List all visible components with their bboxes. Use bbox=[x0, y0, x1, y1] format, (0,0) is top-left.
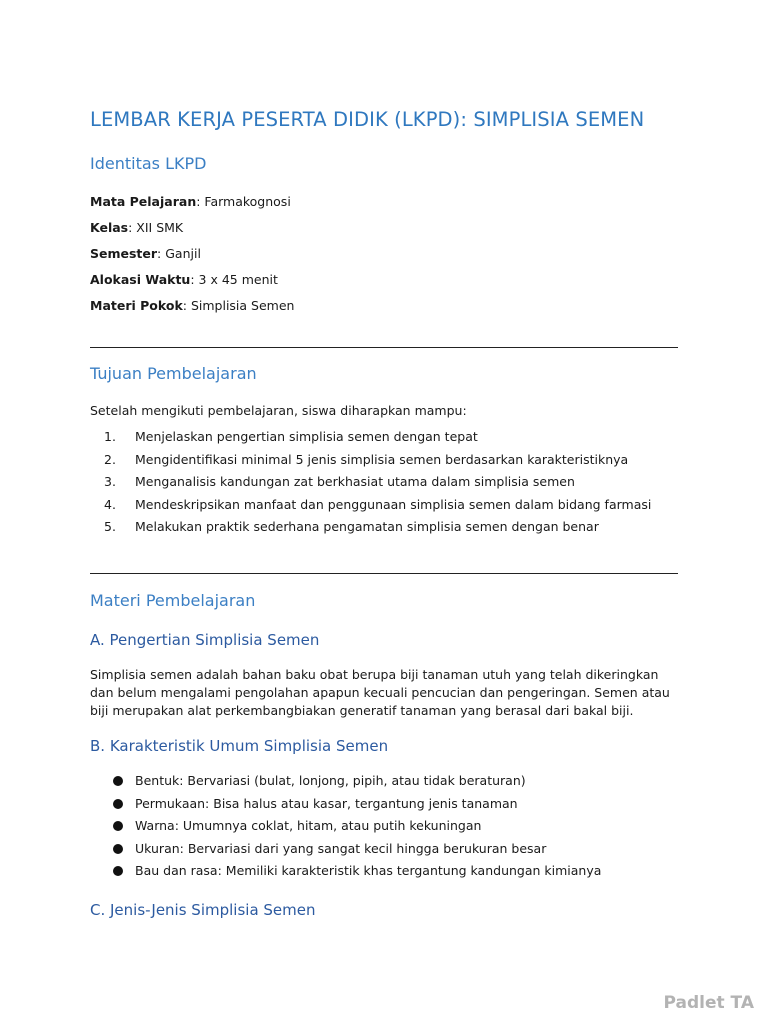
tujuan-heading: Tujuan Pembelajaran bbox=[90, 364, 257, 383]
padlet-watermark: Padlet TA bbox=[663, 993, 754, 1013]
list-text: Menjelaskan pengertian simplisia semen dengan tepat bbox=[135, 429, 478, 444]
bullet-text: Ukuran: Bervariasi dari yang sangat kecil hingga berukuran besar bbox=[135, 840, 547, 856]
identitas-label: Alokasi Waktu bbox=[90, 272, 191, 287]
list-text: Menganalisis kandungan zat berkhasiat utama dalam simplisia semen bbox=[135, 474, 575, 490]
identitas-row bbox=[90, 219, 294, 245]
tujuan-intro: Setelah mengikuti pembelajaran, siswa diharapkan mampu: bbox=[90, 403, 467, 418]
identitas-label: Materi Pokok bbox=[90, 298, 183, 313]
identitas-value: : Farmakognosi bbox=[196, 194, 291, 209]
list-number: 1. bbox=[104, 429, 116, 444]
identitas-label: Semester bbox=[90, 246, 158, 261]
materi-heading: Materi Pembelajaran bbox=[90, 591, 256, 610]
identitas-label: Kelas bbox=[90, 220, 129, 235]
section-divider bbox=[90, 347, 678, 348]
list-text: Melakukan praktik sederhana pengamatan simplisia semen dengan benar bbox=[135, 519, 599, 535]
section-divider bbox=[90, 573, 678, 574]
bullet-text: Permukaan: Bisa halus atau kasar, tergantung jenis tanaman bbox=[135, 795, 518, 811]
bullet-icon bbox=[113, 776, 123, 786]
identitas-list bbox=[90, 193, 294, 323]
list-number: 4. bbox=[104, 496, 116, 512]
subsection-b-heading: B. Karakteristik Umum Simplisia Semen bbox=[90, 737, 389, 755]
list-text: Mengidentifikasi minimal 5 jenis simplisia semen berdasarkan karakteristiknya bbox=[135, 451, 629, 467]
identitas-value: : 3 x 45 menit bbox=[190, 272, 278, 287]
bullet-text: Warna: Umumnya coklat, hitam, atau putih kekuningan bbox=[135, 818, 482, 834]
subsection-a-heading: A. Pengertian Simplisia Semen bbox=[90, 631, 320, 649]
identitas-value: : XII SMK bbox=[128, 220, 184, 235]
identitas-row bbox=[90, 193, 294, 219]
list-number: 5. bbox=[104, 519, 116, 535]
bullet-icon bbox=[113, 866, 123, 876]
bullet-icon bbox=[113, 821, 123, 831]
identitas-row bbox=[90, 245, 294, 271]
identitas-value: : Simplisia Semen bbox=[182, 298, 295, 313]
list-number: 3. bbox=[104, 474, 116, 490]
list-number: 2. bbox=[104, 451, 116, 467]
list-text: Mendeskripsikan manfaat dan penggunaan simplisia semen dalam bidang farmasi bbox=[135, 496, 652, 512]
bullet-text: Bentuk: Bervariasi (bulat, lonjong, pipih, atau tidak beraturan) bbox=[135, 773, 526, 788]
document-title: LEMBAR KERJA PESERTA DIDIK (LKPD): SIMPLISIA SEMEN bbox=[90, 108, 645, 131]
bullet-icon bbox=[113, 799, 123, 809]
identitas-row bbox=[90, 271, 294, 297]
bullet-icon bbox=[113, 844, 123, 854]
identitas-value: : Ganjil bbox=[157, 246, 201, 261]
subsection-a-text: Simplisia semen adalah bahan baku obat berupa biji tanaman utuh yang telah dikeringkan dan belum mengalami pengolahan apapun kecuali pencucian dan pengeringan. Semen atau biji merupakan alat perkembangbiakan generatif tanaman yang berasal dari bakal biji. bbox=[90, 667, 670, 718]
bullet-text: Bau dan rasa: Memiliki karakteristik khas tergantung kandungan kimianya bbox=[135, 863, 602, 879]
identitas-row bbox=[90, 297, 294, 323]
subsection-c-heading: C. Jenis-Jenis Simplisia Semen bbox=[90, 901, 316, 919]
identitas-heading: Identitas LKPD bbox=[90, 154, 207, 173]
identitas-label: Mata Pelajaran bbox=[90, 194, 197, 209]
